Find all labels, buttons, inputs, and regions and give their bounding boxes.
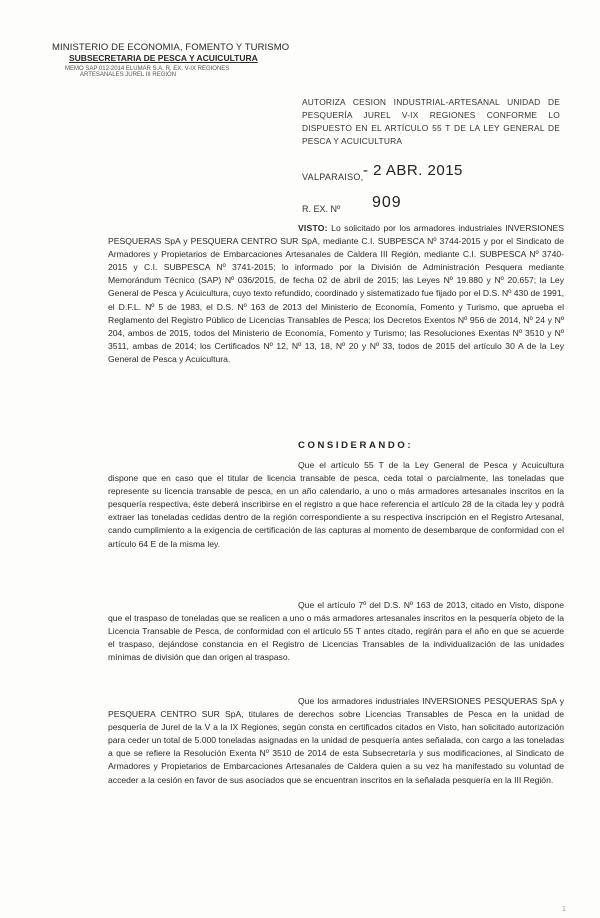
considerando-heading: CONSIDERANDO:: [298, 440, 414, 451]
visto-label: VISTO:: [298, 223, 328, 233]
resolution-number-label: R. EX. Nº: [302, 204, 341, 214]
considerando-paragraph-1: Que el artículo 55 T de la Ley General de Pesca y Acuicultura dispone que en caso que el titular de licencia transable de pesca, ceda total o parcialmente, las toneladas que represente su licencia transable de pesca, en un año calendario, a uno o más armadores artesanales inscritos en la pesquería respectiva, éste deberá inscribirse en el registro a que hace referencia el artículo 28 de la citada ley y podrá extraer las toneladas cedidas dentro de la región correspondiente a su respectiva inscripción en el Registro Artesanal, cando cumplimiento a la exigencia de certificación de las capturas al momento de desembarque de conformidad con el artículo 64 E de la misma ley.: [108, 460, 564, 549]
resolution-date-stamp: - 2 ABR. 2015: [363, 162, 463, 179]
letterhead: [52, 42, 292, 78]
subsecretaria-name: SUBSECRETARIA DE PESCA Y ACUICULTURA: [69, 53, 258, 63]
considerando-paragraph-2: Que el artículo 7º del D.S. Nº 163 de 2013, citado en Visto, dispone que el traspaso de toneladas que se realicen a uno o más armadores artesanales inscritos en la pesquería objeto de la Licencia Transable de Pesca, de conformidad con el artículo 55 T antes citado, regirán para el año en que se acuerde el traspaso, dejándose constancia en el Registro de Licencias Transables de la individualización de las unidades mínimas de división que dan origen al traspaso.: [108, 600, 564, 663]
visto-text: Lo solicitado por los armadores industriales INVERSIONES PESQUERAS SpA y PESQUERA CENTRO SUR SpA, mediante C.I. SUBPESCA Nº 3744-2015 y por el Sindicato de Armadores y Propietarios de Embarcaciones Artesanales de Caldera III Región, mediante C.I. SUBPESCA Nº 3740-2015 y C.I. SUBPESCA Nº 3741-2015; lo informado por la División de Administración Pesquera mediante Memorándum Técnico (SAP) Nº 036/2015, de fecha 02 de abril de 2015; las Leyes Nº 19.880 y Nº 20.657; la Ley General de Pesca y Acuicultura, cuyo texto refundido, coordinado y sistematizado fue fijado por el D.S. Nº 430 de 1991, el D.F.L. Nº 5 de 1983, el D.S. Nº 163 de 2013 del Ministerio de Economía, Fomento y Turismo, que aprueba el Reglamento del Registro Público de Licencias Transables de Pesca; los Decretos Exentos Nº 956 de 2014, Nº 24 y Nº 204, ambos de 2015, todos del Ministerio de Economía, Fomento y Turismo; las Resoluciones Exentas Nº 3510 y Nº 3511, ambas de 2014; los Certificados Nº 12, Nº 13, 18, Nº 20 y Nº 33, todos de 2015 del artículo 30 A de la Ley General de Pesca y Acuicultura.: [108, 223, 564, 364]
resolution-subject: AUTORIZA CESION INDUSTRIAL-ARTESANAL UNIDAD DE PESQUERÍA JUREL V-IX REGIONES CONFORME LO DISPUESTO EN EL ARTÍCULO 55 T DE LA LEY GENERAL DE PESCA Y ACUICULTURA: [302, 97, 560, 146]
place-label: VALPARAISO,: [302, 172, 364, 182]
reference-line-1: MEMO SAP 012-2014 ELUMAR S.A. R. EX. V-IX REGIONES: [65, 66, 230, 72]
page-number: 1: [562, 906, 566, 913]
visto-section: [108, 222, 564, 366]
resolution-number: 909: [372, 194, 402, 211]
ministry-name: MINISTERIO DE ECONOMIA, FOMENTO Y TURISMO: [52, 42, 290, 53]
considerando-paragraph-3: Que los armadores industriales INVERSIONES PESQUERAS SpA y PESQUERA CENTRO SUR SpA, titulares de derechos sobre Licencias Transables de Pesca en la unidad de pesquería de Jurel de la V a la IX Regiones, según consta en certificados citados en Visto, han solicitado autorización para ceder un total de 5.000 toneladas asignadas en la unidad de pesquería antes señalada, con cargo a las toneladas a que se refiere la Resolución Exenta Nº 3510 de 2014 de esta Subsecretaría y sus modificaciones, al Sindicato de Armadores y Propietarios de Embarcaciones Artesanales de Caldera quien a su vez ha manifestado su voluntad de acceder a la cesión en favor de sus asociados que se encuentran inscritos en la señalada pesquería en la III Región.: [108, 696, 564, 785]
reference-line-2: ARTESANALES JUREL III REGIÓN: [80, 72, 177, 78]
